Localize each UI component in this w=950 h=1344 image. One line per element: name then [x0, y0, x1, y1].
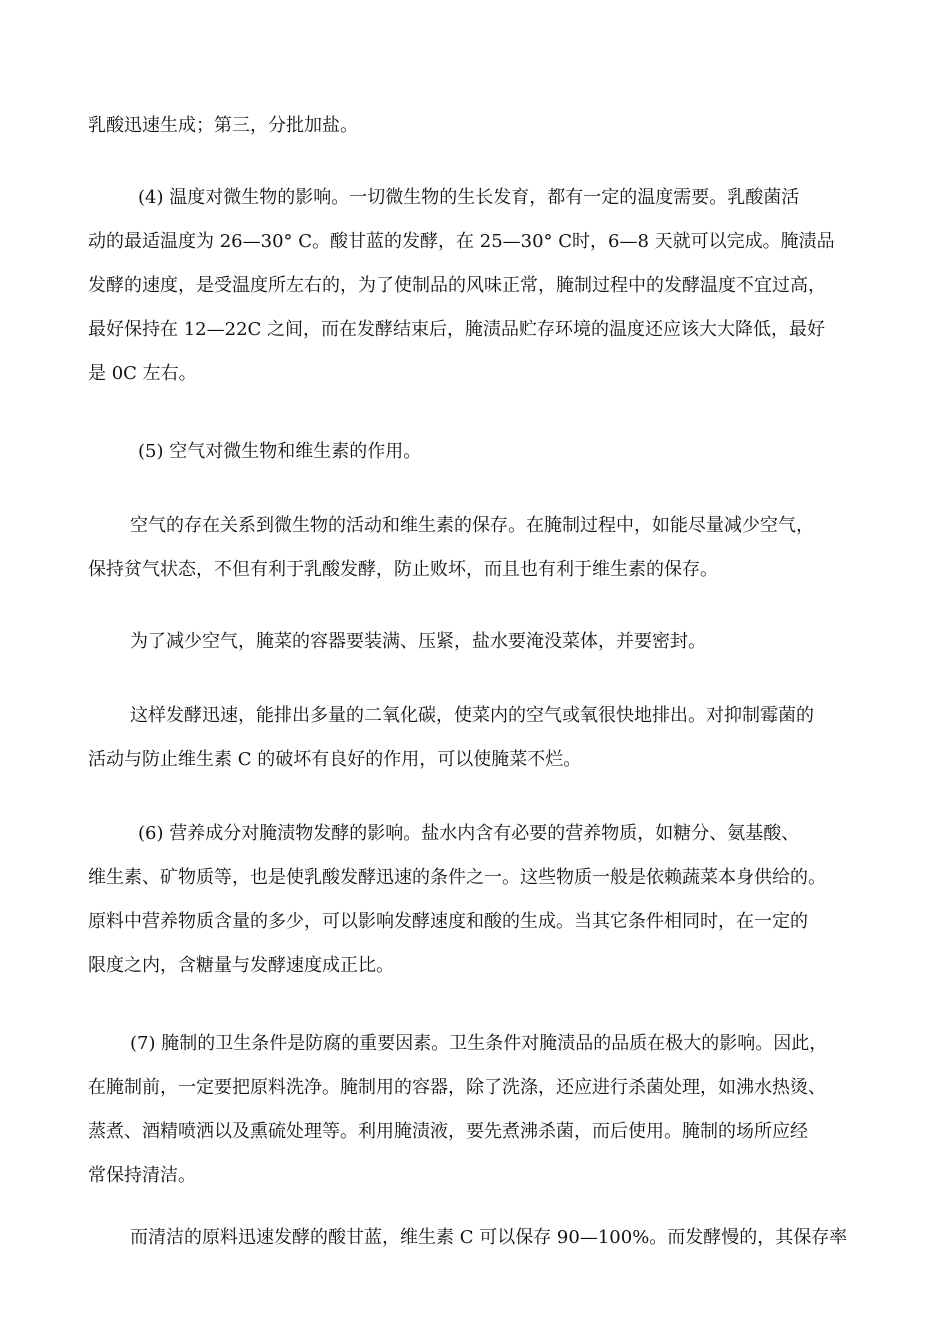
- text-line: (7) 腌制的卫生条件是防腐的重要因素。卫生条件对腌渍品的品质在极大的影响。因此，: [130, 1033, 828, 1054]
- text-line: 而清洁的原料迅速发酵的酸甘蓝，维生素 C 可以保存 90—100%。而发酵慢的，其保存率: [130, 1227, 848, 1248]
- text-line: (5) 空气对微生物和维生素的作用。: [138, 441, 422, 462]
- text-line: 最好保持在 12—22C 之间，而在发酵结束后，腌渍品贮存环境的温度还应该大大降低，最好: [88, 319, 826, 340]
- text-line: 这样发酵迅速，能排出多量的二氧化碳，使菜内的空气或氧很快地排出。对抑制霉菌的: [130, 705, 814, 726]
- text-line: 乳酸迅速生成；第三，分批加盐。: [88, 115, 358, 136]
- text-line: 是 0C 左右。: [88, 363, 197, 384]
- text-line: 维生素、矿物质等，也是使乳酸发酵迅速的条件之一。这些物质一般是依赖蔬菜本身供给的。: [88, 867, 826, 888]
- text-line: (6) 营养成分对腌渍物发酵的影响。盐水内含有必要的营养物质，如糖分、氨基酸、: [138, 823, 800, 844]
- text-line: 原料中营养物质含量的多少，可以影响发酵速度和酸的生成。当其它条件相同时，在一定的: [88, 911, 808, 932]
- text-line: 发酵的速度，是受温度所左右的，为了使制品的风味正常，腌制过程中的发酵温度不宜过高，: [88, 275, 826, 296]
- text-line: 保持贫气状态，不但有利于乳酸发酵，防止败坏，而且也有利于维生素的保存。: [88, 559, 718, 580]
- text-line: (4) 温度对微生物的影响。一切微生物的生长发育，都有一定的温度需要。乳酸菌活: [138, 187, 800, 208]
- text-line: 活动与防止维生素 C 的破坏有良好的作用，可以使腌菜不烂。: [88, 749, 582, 770]
- text-line: 为了减少空气，腌菜的容器要装满、压紧，盐水要淹没菜体，并要密封。: [130, 631, 706, 652]
- text-line: 在腌制前，一定要把原料洗净。腌制用的容器，除了洗涤，还应进行杀菌处理，如沸水热烫、: [88, 1077, 826, 1098]
- text-line: 动的最适温度为 26—30° C。酸甘蓝的发酵，在 25—30° C时，6—8 天就可以完成。腌渍品: [88, 231, 835, 252]
- text-line: 空气的存在关系到微生物的活动和维生素的保存。在腌制过程中，如能尽量减少空气，: [130, 515, 814, 536]
- text-line: 常保持清洁。: [88, 1165, 196, 1186]
- text-line: 限度之内，含糖量与发酵速度成正比。: [88, 955, 394, 976]
- text-line: 蒸煮、酒精喷洒以及熏硫处理等。利用腌渍液，要先煮沸杀菌，而后使用。腌制的场所应经: [88, 1121, 808, 1142]
